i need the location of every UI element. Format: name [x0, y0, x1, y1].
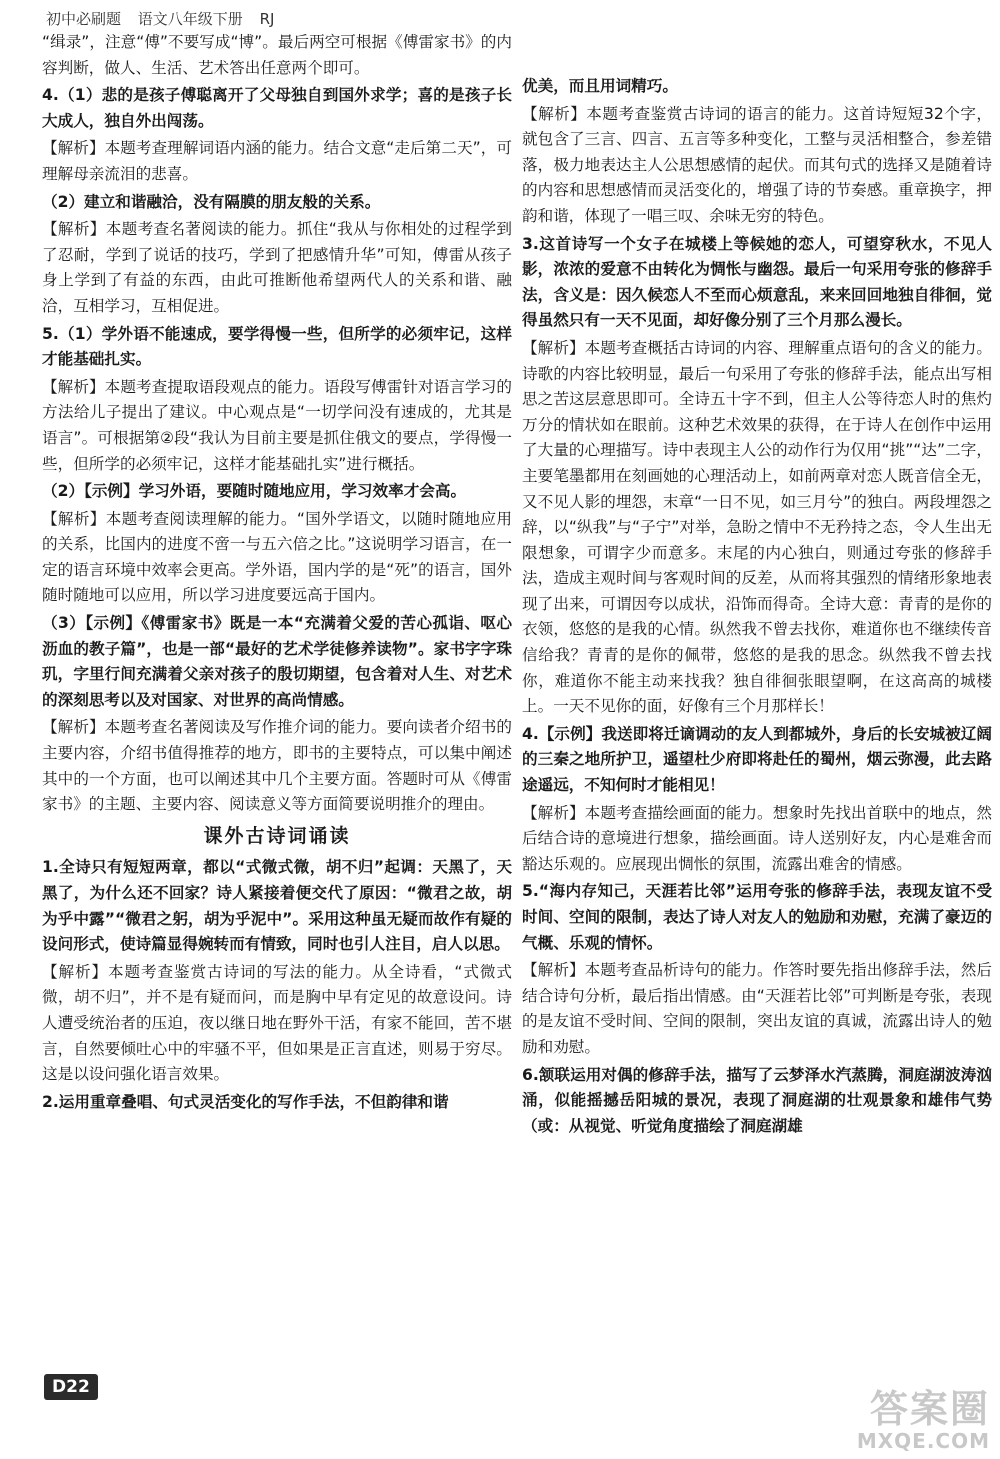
answer-paragraph: 优美，而且用词精巧。 [522, 77, 678, 95]
page-header [46, 6, 980, 32]
right-column [522, 74, 992, 1141]
answer-paragraph: 3.这首诗写一个女子在城楼上等候她的恋人，可望穿秋水，不见人影，浓浓的爱意不由转化为惆怅与幽怨。最后一句采用夸张的修辞手法，含义是：因久候恋人不至而心烦意乱，来来回回地独自徘徊，觉得虽然只有一天不见面，却好像分别了三个月那么漫长。 [522, 234, 992, 330]
book-title: 初中必刷题 [46, 10, 122, 28]
answer-paragraph: 4.（1）悲的是孩子傅聪离开了父母独自到国外求学；喜的是孩子长大成人，独自外出闯荡。 [42, 86, 512, 130]
answer-paragraph: 5.（1）学外语不能速成，要学得慢一些，但所学的必须牢记，这样才能基础扎实。 [42, 324, 512, 369]
analysis-paragraph: 【解析】本题考查鉴赏古诗词的语言的能力。这首诗短短32个字，就包含了三言、四言、五言等多种变化，工整与灵活相整合，参差错落，极力地表达主人公思想感情的起伏。而其句式的选择又是随着诗的内容和思想感情而灵活变化的，增强了诗的节奏感。重章换字，押韵和谐，体现了一唱三叹、余味无穷的特色。 [522, 104, 992, 225]
analysis-paragraph: 【解析】本题考查提取语段观点的能力。语段写傅雷针对语言学习的方法给儿子提出了建议。中心观点是“一切学问没有速成的，尤其是语言”。可根据第②段“我认为目前主要是抓住俄文的要点，学得慢一些，但所学的必须牢记，这样才能基础扎实”进行概括。 [42, 377, 512, 473]
analysis-paragraph: 【解析】本题考查名著阅读及写作推介词的能力。要向读者介绍书的主要内容，介绍书值得推荐的地方，即书的主要特点，可以集中阐述其中的一个方面，也可以阐述其中几个主要方面。答题时可从《傅雷家书》的主题、主要内容、阅读意义等方面简要说明推介的理由。 [42, 718, 512, 814]
answer-paragraph: 5.“海内存知己，天涯若比邻”运用夸张的修辞手法，表现友谊不受时间、空间的限制，表达了诗人对友人的勉励和劝慰，充满了豪迈的气概、乐观的情怀。 [522, 882, 992, 952]
watermark-logo-text: 答案圈 [869, 1387, 990, 1431]
answer-paragraph: 6.颔联运用对偶的修辞手法，描写了云梦泽水汽蒸腾，洞庭湖波涛汹涌，似能摇撼岳阳城的景况，表现了洞庭湖的壮观景象和雄伟气势（或：从视觉、听觉角度描绘了洞庭湖雄 [522, 1065, 992, 1135]
answer-paragraph: 4.【示例】我送即将迁谪调动的友人到都城外，身后的长安城被辽阔的三秦之地所护卫，遥望杜少府即将赴任的蜀州，烟云弥漫，此去路途遥远，不知何时才能相见！ [522, 724, 992, 795]
edition-label: RJ [259, 10, 275, 28]
analysis-paragraph: 【解析】本题考查描绘画面的能力。想象时先找出首联中的地点，然后结合诗的意境进行想象，描绘画面。诗人送别好友，内心是难舍而豁达乐观的。应展现出惆怅的氛围，流露出难舍的情感。 [522, 803, 992, 873]
answer-paragraph: （3）【示例】《傅雷家书》既是一本“充满着父爱的苦心孤诣、呕心沥血的教子篇”，也是一部“最好的艺术学徒修养读物”。家书字字珠玑，字里行间充满着父亲对孩子的殷切期望，包含着对人生、对艺术的深刻思考以及对国家、对世界的高尚情感。 [42, 614, 512, 709]
answer-paragraph: （2）【示例】学习外语，要随时随地应用，学习效率才会高。 [42, 482, 467, 501]
analysis-paragraph: 【解析】本题考查理解词语内涵的能力。结合文意“走后第二天”，可理解母亲流泪的悲喜。 [42, 139, 512, 183]
answer-paragraph: 2.运用重章叠唱、句式灵活变化的写作手法，不但韵律和谐 [42, 1092, 449, 1111]
analysis-paragraph: 【解析】本题考查阅读理解的能力。“国外学语文，以随时随地应用的关系，比国内的进度不啻一与五六倍之比。”这说明学习语言，在一定的语言环境中效率会更高。学外语，国内学的是“死”的语言，国外随时随地可以应用，所以学习进度要远高于国内。 [42, 509, 512, 605]
page-number: D22 [44, 1374, 98, 1400]
answer-paragraph: 1.全诗只有短短两章，都以“式微式微，胡不归”起调：天黑了，天黑了，为什么还不回家？诗人紧接着便交代了原因：“微君之故，胡为乎中露”“微君之躬，胡为乎泥中”。采用这种虽无疑而故作有疑的设问形式，使诗篇显得婉转而有情致，同时也引人注目，启人以思。 [42, 858, 512, 954]
analysis-paragraph: 【解析】本题考查概括古诗词的内容、理解重点语句的含义的能力。诗歌的内容比较明显，最后一句采用了夸张的修辞手法，能点出写相思之苦这层意思即可。全诗五十字不到，但主人公等待恋人时的焦灼万分的情状如在眼前。这种艺术效果的获得，在于诗人在创作中运用了大量的心理描写。诗中表现主人公的动作行为仅用“挑”“达”二字，主要笔墨都用在刻画她的心理活动上，如前两章对恋人既音信全无，又不见人影的埋怨，末章“一日不见，如三月兮”的独白。两段埋怨之辞，以“纵我”与“子宁”对举，急盼之情中不无矜持之态，令人生出无限想象，可谓字少而意多。末尾的内心独白，则通过夸张的修辞手法，造成主观时间与客观时间的反差，从而将其强烈的情绪形象地表现了出来，可谓因夸以成状，沿饰而得奇。全诗大意：青青的是你的衣领，悠悠的是我的心情。纵然我不曾去找你，难道你也不继续传音信给我？青青的是你的佩带，悠悠的是我的思念。纵然我不曾去找你，难道你不能主动来找我？独自徘徊张眼望啊，在这高高的城楼上。一天不见你的面，好像有三个月那样长！ [522, 338, 992, 716]
section-heading: 课外古诗词诵读 [203, 824, 351, 847]
left-column [42, 30, 512, 1117]
watermark [857, 1389, 990, 1453]
analysis-paragraph: 【解析】本题考查名著阅读的能力。抓住“我从与你相处的过程学到了忍耐，学到了说话的技巧，学到了把感情升华”可知，傅雷从孩子身上学到了有益的东西，由此可推断他希望两代人的关系和谐、融洽，互相学习，互相促进。 [42, 220, 512, 315]
watermark-url: MXQE.COM [856, 1429, 990, 1453]
analysis-paragraph: 【解析】本题考查品析诗句的能力。作答时要先指出修辞手法，然后结合诗句分析，最后指出情感。由“天涯若比邻”可判断是夸张，表现的是友谊不受时间、空间的限制，突出友谊的真诚，流露出诗人的勉励和劝慰。 [522, 961, 992, 1056]
analysis-paragraph: “缉录”，注意“傅”不要写成“博”。最后两空可根据《傅雷家书》的内容判断，做人、生活、艺术答出任意两个即可。 [42, 33, 512, 77]
subject-title: 语文八年级下册 [137, 10, 243, 28]
analysis-paragraph: 【解析】本题考查鉴赏古诗词的写法的能力。从全诗看，“式微式微，胡不归”，并不是有疑而问，而是胸中早有定见的故意设问。诗人遭受统治者的压迫，夜以继日地在野外干活，有家不能回，苦不堪言，自然要倾吐心中的牢骚不平，但如果是正言直述，则易于穷尽。这是以设问强化语言效果。 [42, 962, 512, 1084]
answer-paragraph: （2）建立和谐融洽，没有隔膜的朋友般的关系。 [42, 192, 381, 211]
